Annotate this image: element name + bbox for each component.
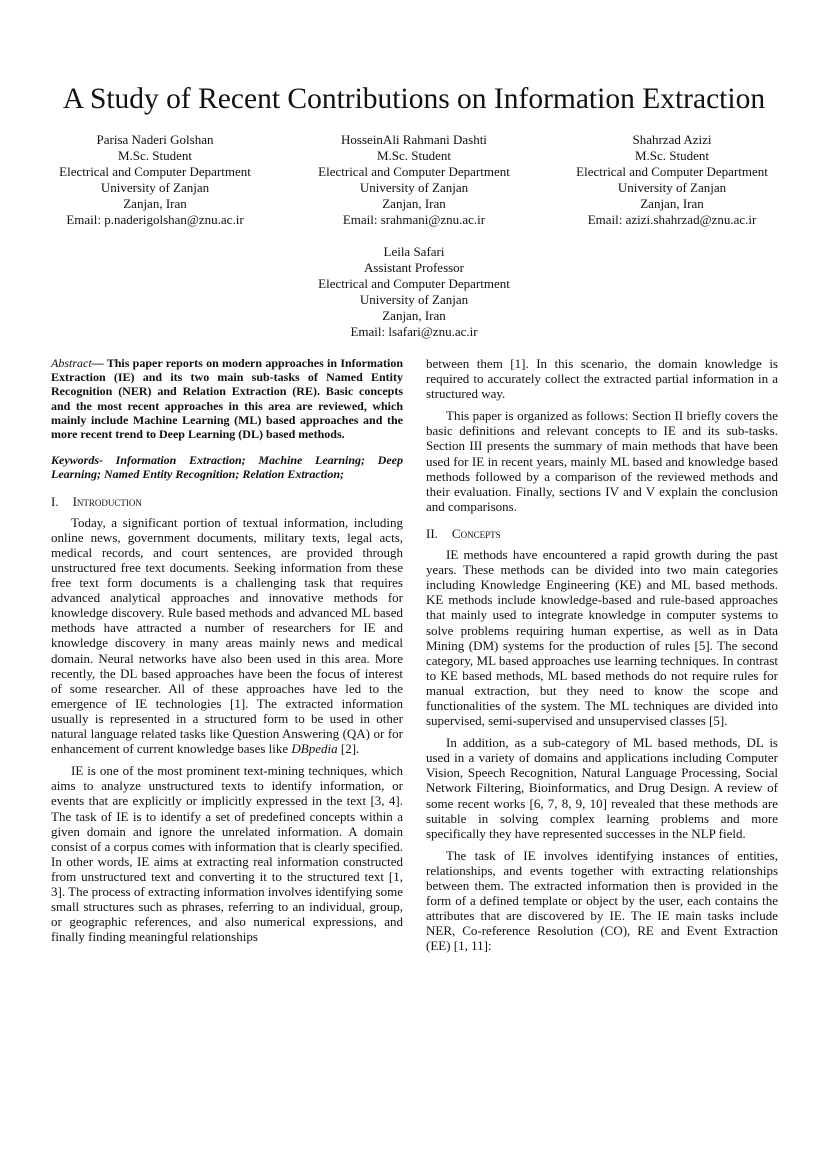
paragraph-text: Today, a significant portion of textual information, including online news, government documents, military texts, legal acts, medical records, and court sentences, are provided through unstructured free text documents. Seeking information from these free text form documents is a challenging task that requires advanced analytical approaches and innovative methods for knowledge discovery. Rule based methods and advanced ML based methods have attracted a number of researchers for IE and knowledge discovery in many areas mainly news and medical domain. Neural networks have also been used in this area. More recently, the DL based approaches have been the focus of interest of some researcher. All of these approaches have led to the emergence of IE technologies [1]. The extracted information usually is represented in a structured form to be used in other natural language related tasks like Question Answering (QA) or for enhancement of current knowledge bases like bbox=[51, 514, 403, 757]
paragraph-emphasis: DBpedia bbox=[291, 741, 338, 757]
paragraph: IE methods have encountered a rapid growth during the past years. These methods can be divided into two main categories including Knowledge Engineering (KE) and ML based methods. KE methods include knowledge-based and rule-based approaches that mainly used to integrate knowledge in computer systems to solve problems requiring human expertise, as well as in Data Mining (DM) systems for the production of rules [5]. The second category, ML based approaches use learning techniques. In contrast to KE based methods, ML based methods do not require rules for manual extraction, but they need to know the scope and functionalities of the system. The ML techniques are divided into supervised, semi-supervised and unsupervised classes [5]. bbox=[426, 547, 778, 729]
author-block bbox=[294, 244, 534, 340]
left-column bbox=[51, 356, 403, 951]
section-title: Introduction bbox=[72, 493, 142, 509]
paragraph-continued: between them [1]. In this scenario, the domain knowledge is required to accurately collect the extracted partial information in a structured way. bbox=[426, 356, 778, 402]
author-name: Parisa Naderi Golshan bbox=[96, 132, 214, 147]
right-column bbox=[426, 356, 778, 960]
section-number: I. bbox=[51, 493, 59, 509]
author-email: Email: azizi.shahrzad@znu.ac.ir bbox=[587, 212, 757, 227]
author-department: Electrical and Computer Department bbox=[318, 164, 510, 179]
author-department: Electrical and Computer Department bbox=[576, 164, 768, 179]
author-department: Electrical and Computer Department bbox=[318, 276, 510, 291]
author-position: Assistant Professor bbox=[363, 260, 465, 275]
paragraph: The task of IE involves identifying instances of entities, relationships, and events together with extracting relationships between them. The extracted information then is provided in the form of a defined template or object by the user, each contains the attributes that are discovered by IE. The IE main tasks include NER, Co-reference Resolution (CO), RE and Event Extraction (EE) [1, 11]: bbox=[426, 847, 778, 954]
author-block bbox=[294, 132, 534, 228]
author-university: University of Zanjan bbox=[617, 180, 727, 195]
paper-title: A Study of Recent Contributions on Information Extraction bbox=[62, 83, 766, 115]
section-heading bbox=[51, 494, 403, 509]
author-email: Email: lsafari@znu.ac.ir bbox=[350, 324, 478, 339]
author-position: M.Sc. Student bbox=[634, 148, 710, 163]
author-university: University of Zanjan bbox=[359, 292, 469, 307]
keywords: Keywords- Information Extraction; Machine Learning; Deep Learning; Named Entity Recognition; Relation Extraction; bbox=[51, 453, 403, 482]
section-number: II. bbox=[426, 525, 438, 541]
abstract bbox=[51, 356, 403, 441]
paragraph: In addition, as a sub-category of ML based methods, DL is used in a variety of domains and applications including Computer Vision, Speech Recognition, Natural Language Processing, Social Network Filtering, Bioinformatics, and Drug Design. A review of some recent works [6, 7, 8, 9, 10] revealed that these methods are suitable in solving complex learning problems and more specifically they have represented successes in the NLP field. bbox=[426, 735, 778, 841]
author-name: Shahrzad Azizi bbox=[632, 132, 712, 147]
author-location: Zanjan, Iran bbox=[382, 308, 446, 323]
author-block bbox=[35, 132, 275, 228]
author-position: M.Sc. Student bbox=[117, 148, 193, 163]
author-location: Zanjan, Iran bbox=[123, 196, 187, 211]
author-location: Zanjan, Iran bbox=[640, 196, 704, 211]
author-position: M.Sc. Student bbox=[376, 148, 452, 163]
abstract-label: Abstract bbox=[51, 356, 92, 370]
abstract-text: This paper reports on modern approaches in Information Extraction (IE) and its two main sub-tasks of Named Entity Recognition (NER) and Relation Extraction (RE). Basic concepts and the most recent approaches in this area are reviewed, which mainly include Machine Learning (ML) based approaches and the more recent trend to Deep Learning (DL) based methods. bbox=[51, 356, 403, 442]
author-department: Electrical and Computer Department bbox=[59, 164, 251, 179]
paragraph-text: [2]. bbox=[337, 741, 360, 757]
author-name: HosseinAli Rahmani Dashti bbox=[341, 132, 487, 147]
paragraph bbox=[51, 515, 403, 757]
author-block bbox=[552, 132, 792, 228]
author-location: Zanjan, Iran bbox=[382, 196, 446, 211]
author-university: University of Zanjan bbox=[359, 180, 469, 195]
author-university: University of Zanjan bbox=[100, 180, 210, 195]
paragraph: IE is one of the most prominent text-mining techniques, which aims to analyze unstructured texts to identify information, or events that are explicitly or implicitly expressed in the text [3, 4]. The task of IE is to identify a set of predefined concepts within a given domain and ignore the unrelated information. A domain consist of a corpus comes with information that is clearly specified. In other words, IE aims at extracting real information constructed from unstructured text and converting it to the structured text [1, 3]. The process of extracting information involves identifying some small structures such as phrases, referring to an individual, group, or geographic references, and also numerical expressions, and finally finding meaningful relationships bbox=[51, 763, 403, 945]
section-title: Concepts bbox=[451, 525, 501, 541]
author-name: Leila Safari bbox=[383, 244, 445, 259]
author-email: Email: p.naderigolshan@znu.ac.ir bbox=[66, 212, 244, 227]
section-heading bbox=[426, 526, 778, 541]
abstract-dash: — bbox=[91, 356, 104, 370]
paragraph: This paper is organized as follows: Section II briefly covers the basic definitions and relevant concepts to IE and its sub-tasks. Section III presents the summary of main methods that have been used for IE in recent years, mainly ML based and knowledge based methods followed by a comparison of the reviewed methods and their evaluation. Finally, sections IV and V explain the conclusion and comparisons. bbox=[426, 408, 778, 514]
author-email: Email: srahmani@znu.ac.ir bbox=[342, 212, 486, 227]
